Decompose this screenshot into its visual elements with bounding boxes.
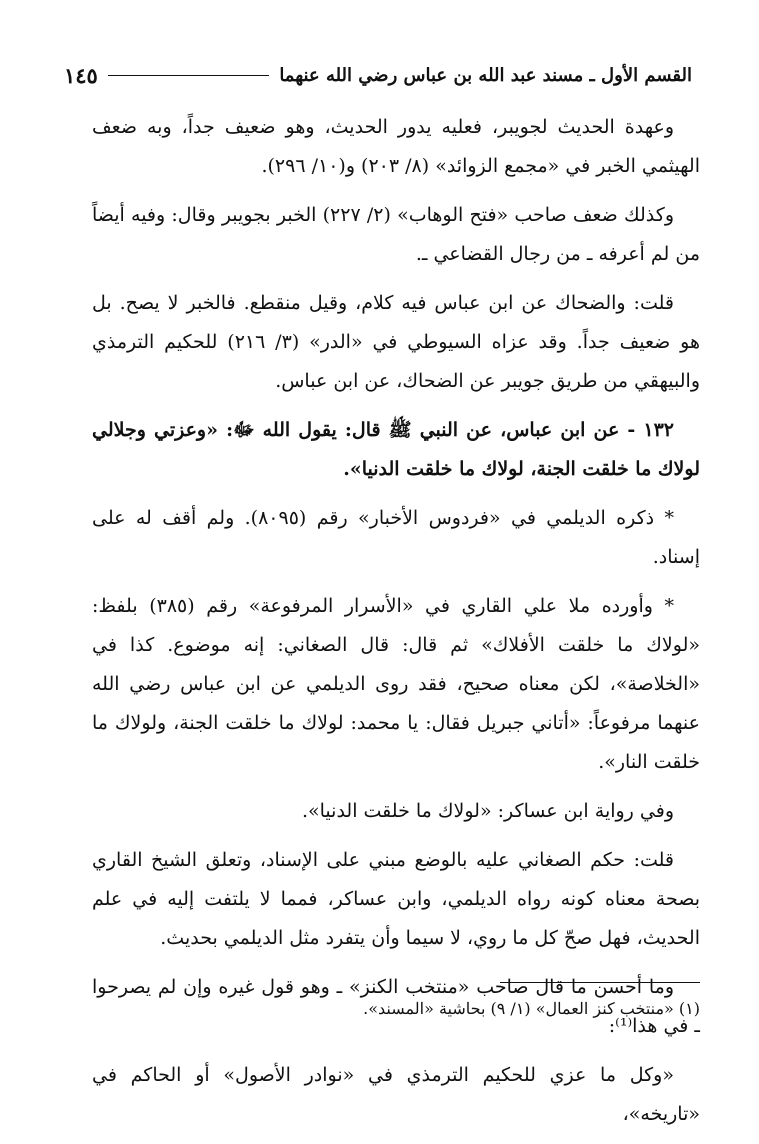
paragraph-3: قلت: والضحاك عن ابن عباس فيه كلام، وقيل منقطع. فالخبر لا يصح. بل هو ضعيف جداً. وقد عزاه السيوطي في «الدر» (٣/ ٢١٦) للحكيم الترمذي والبيهقي من طريق جويبر عن الضحاك، عن ابن عباس. [92, 292, 700, 392]
running-title: القسم الأول ـ مسند عبد الله بن عباس رضي الله عنهما [279, 64, 692, 86]
paragraph-5: * ذكره الديلمي في «فردوس الأخبار» رقم (٨٠٩٥). ولم أقف له على إسناد. [92, 507, 700, 568]
footnote: (١) «منتخب كنز العمال» (١/ ٩) بحاشية «المسند». [363, 999, 700, 1018]
paragraph-2: وكذلك ضعف صاحب «فتح الوهاب» (٢/ ٢٢٧) الخبر بجويبر وقال: وفيه أيضاً من لم أعرفه ـ من رجال القضاعي ـ. [92, 204, 700, 265]
page-header [64, 58, 692, 92]
page-number: ١٤٥ [64, 62, 98, 88]
hadith-132: ١٣٢ - عن ابن عباس، عن النبي ﷺ قال: يقول الله ﷻ: «وعزتي وجلالي لولاك ما خلقت الجنة، لولاك ما خلقت الدنيا». [92, 419, 700, 480]
footnote-separator [500, 982, 700, 983]
paragraph-6: * وأورده ملا علي القاري في «الأسرار المرفوعة» رقم (٣٨٥) بلفظ: «لولاك ما خلقت الأفلاك» ثم قال: قال الصغاني: إنه موضوع. كذا في «الخلاصة»، لكن معناه صحيح، فقد روى الديلمي عن ابن عباس رضي الله عنهما مرفوعاً: «أتاني جبريل فقال: يا محمد: لولاك ما خلقت الجنة، ولولاك ما خلقت النار». [92, 595, 700, 773]
paragraph-1: وعهدة الحديث لجويبر، فعليه يدور الحديث، وهو ضعيف جداً، وبه ضعف الهيثمي الخبر في «مجمع الزوائد» (٨/ ٢٠٣) و(١٠/ ٢٩٦). [92, 116, 700, 177]
main-text [92, 108, 700, 1144]
paragraph-9: وما أحسن ما قال صاحب «منتخب الكنز» ـ وهو قول غيره وإن لم يصرحوا ـ في هذا⁽¹⁾: [92, 976, 700, 1037]
header-rule [108, 75, 269, 76]
paragraph-8: قلت: حكم الصغاني عليه بالوضع مبني على الإسناد، وتعلق الشيخ القاري بصحة معناه كونه رواه الديلمي، وابن عساكر، فمما لا يلتفت إليه في علم الحديث، فهل صحّ كل ما روي، لا سيما وأن يتفرد مثل الديلمي بحديث. [92, 849, 700, 949]
paragraph-10: «وكل ما عزي للحكيم الترمذي في «نوادر الأصول» أو الحاكم في «تاريخه»، [92, 1064, 700, 1125]
paragraph-7: وفي رواية ابن عساكر: «لولاك ما خلقت الدنيا». [301, 800, 674, 822]
